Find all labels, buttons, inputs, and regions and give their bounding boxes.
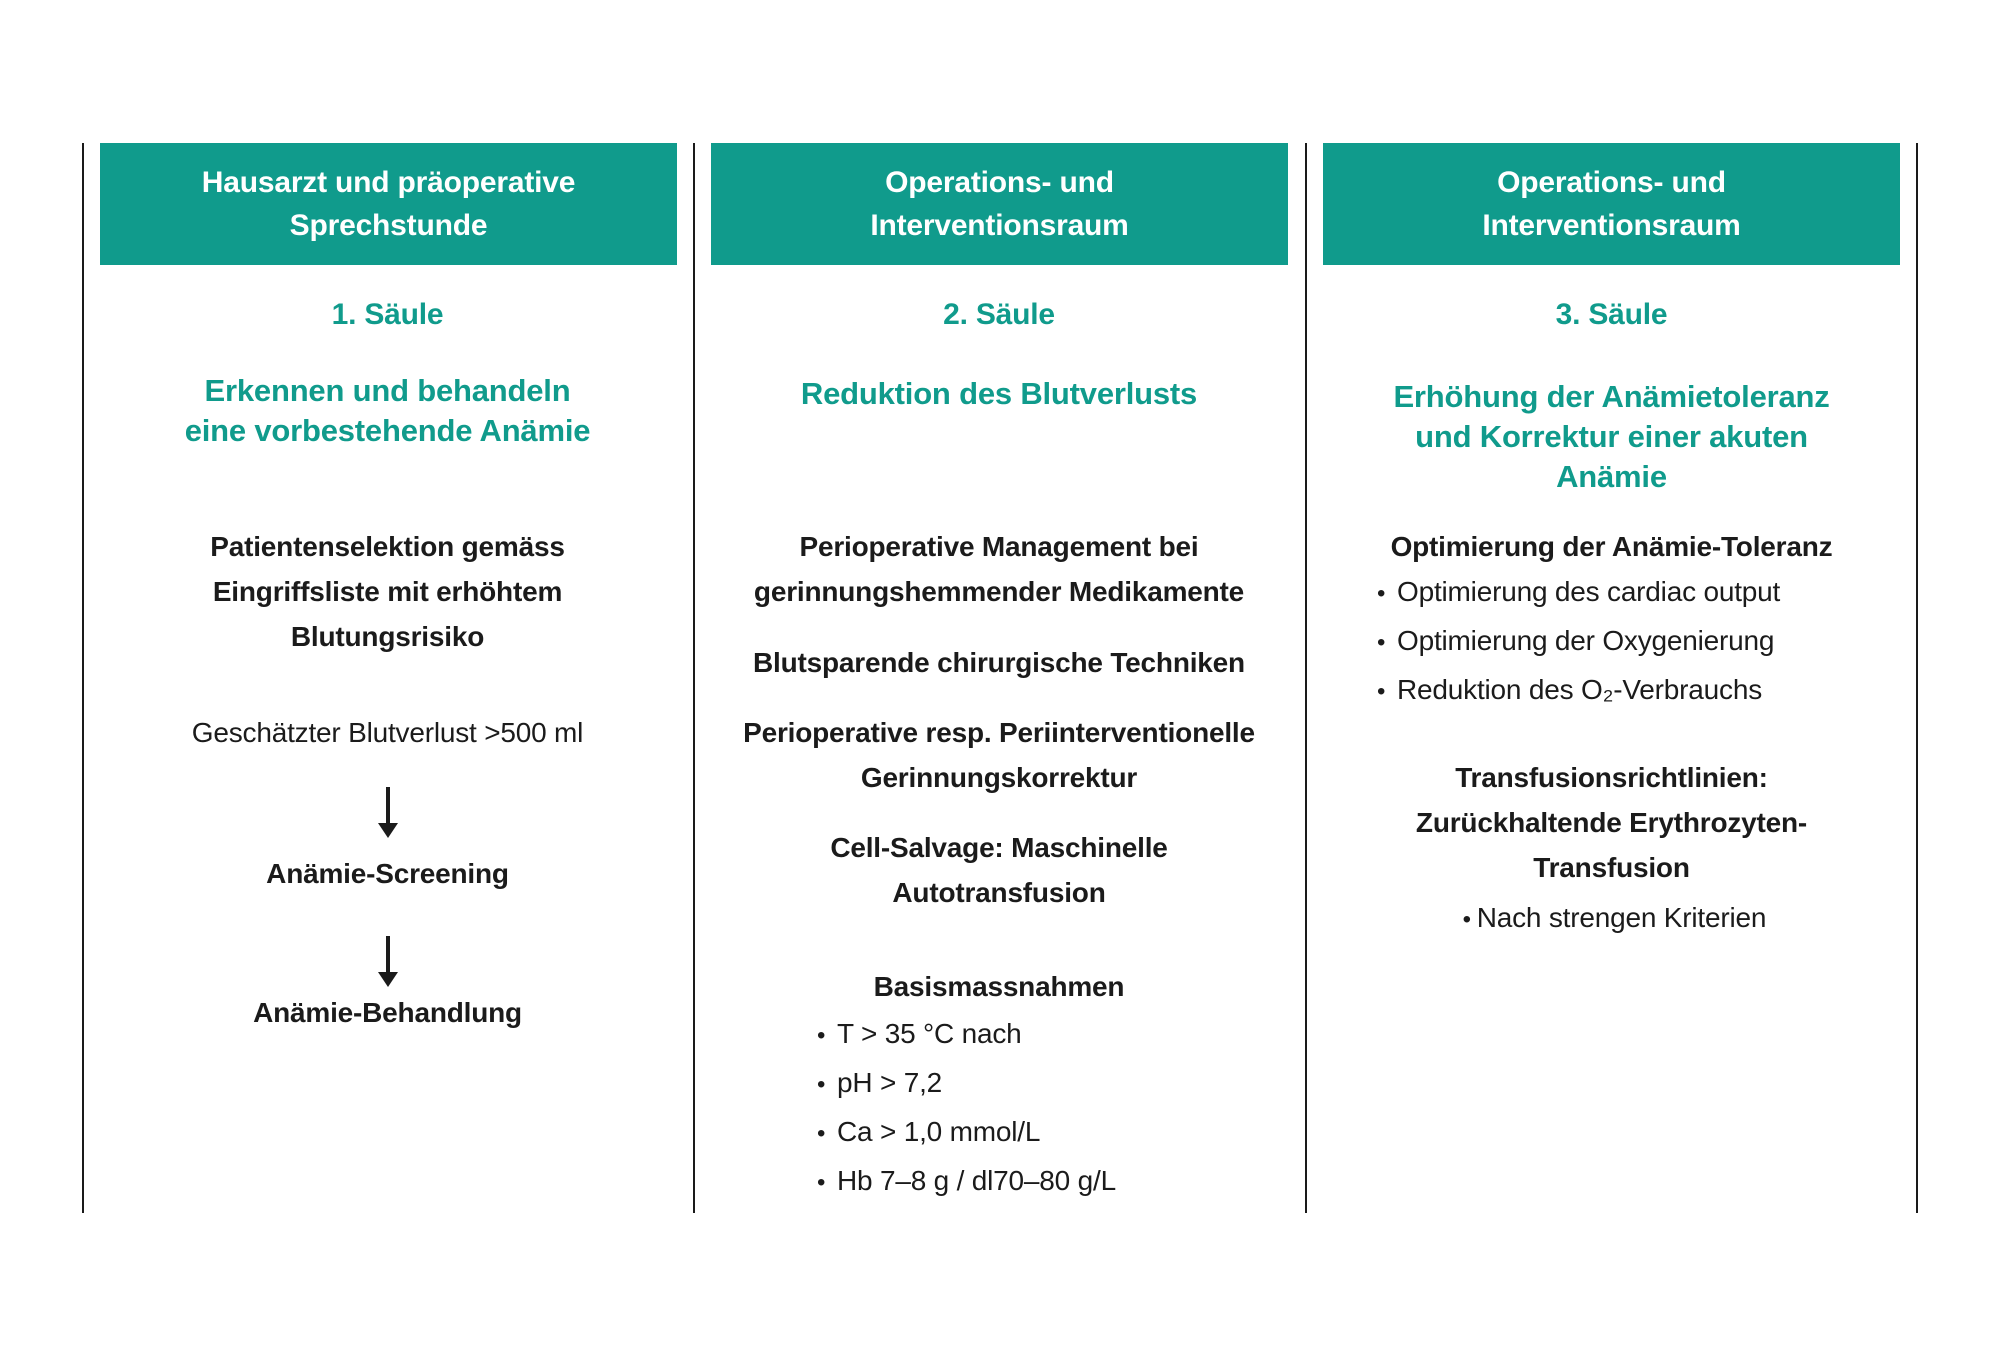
coagulation-correction-text — [695, 710, 1303, 800]
anemia-tolerance-list — [1377, 568, 1780, 715]
coagulation-correction-line2: Gerinnungskorrektur — [860, 762, 1138, 793]
bullet-item-calcium: • Ca > 1,0 mmol/L — [817, 1108, 1116, 1157]
bullet-item-oxygenation: • Optimierung der Oxygenierung — [1377, 617, 1780, 666]
pillar-1-column — [84, 0, 691, 1359]
anticoagulant-management-line1: Perioperative Management bei — [799, 531, 1199, 562]
down-arrow-icon — [377, 936, 399, 987]
pillar-3-column — [1307, 0, 1916, 1359]
coagulation-correction-line1: Perioperative resp. Periinterventionelle — [743, 717, 1255, 748]
anemia-treatment-step: Anämie-Behandlung — [253, 997, 522, 1028]
pillar-2-subtitle — [695, 374, 1303, 414]
bullet-item-strict-criteria: • Nach strengen Kriterien — [1307, 895, 1916, 942]
bullet-item-o2-consumption: • Reduktion des O₂-Verbrauchs — [1377, 666, 1780, 715]
cell-salvage-line2: Autotransfusion — [892, 877, 1106, 908]
pillar-2-subtitle-line1: Reduktion des Blutverlusts — [800, 376, 1198, 411]
anticoagulant-management-line2: gerinnungshemmender Medikamente — [753, 576, 1245, 607]
pillar-1-label: 1. Säule — [331, 298, 444, 331]
patient-selection-line3: Blutungsrisiko — [290, 621, 485, 652]
anemia-screening-step: Anämie-Screening — [266, 858, 509, 889]
transfusion-guidelines-text — [1307, 755, 1916, 890]
patient-selection-line2: Eingriffsliste mit erhöhtem — [212, 576, 563, 607]
basic-measures-list — [817, 1010, 1116, 1206]
patient-selection-text — [84, 524, 691, 659]
anemia-tolerance-title: Optimierung der Anämie-Toleranz — [1390, 531, 1833, 562]
pillar-1-header-line2: Sprechstunde — [289, 209, 488, 242]
pillar-3-header-line2: Interventionsraum — [1482, 209, 1741, 242]
transfusion-guidelines-line3: Transfusion — [1533, 852, 1690, 883]
down-arrow-icon — [377, 787, 399, 838]
down-arrow-head — [378, 823, 398, 838]
pillar-1-header — [100, 143, 677, 265]
bullet-item-hemoglobin: • Hb 7–8 g / dl70–80 g/L — [817, 1157, 1116, 1206]
pillar-1-subtitle — [84, 371, 691, 451]
pillar-3-subtitle — [1307, 377, 1916, 497]
blood-loss-note: Geschätzter Blutverlust >500 ml — [191, 717, 584, 748]
bullet-item-temperature: • T > 35 °C nach — [817, 1010, 1116, 1059]
pillar-3-subtitle-line1: Erhöhung der Anämietoleranz — [1393, 379, 1830, 414]
pillar-2-header — [711, 143, 1288, 265]
column-border-right — [1916, 143, 1918, 1213]
anticoagulant-management-text — [695, 524, 1303, 614]
pillar-2-header-line1: Operations- und — [885, 166, 1114, 199]
pillar-1-header-line1: Hausarzt und präoperative — [201, 166, 576, 199]
transfusion-guidelines-line1: Transfusionsrichtlinien: — [1455, 762, 1768, 793]
pillar-3-header-line1: Operations- und — [1497, 166, 1726, 199]
down-arrow-head — [378, 972, 398, 987]
pillar-2-label: 2. Säule — [943, 298, 1055, 331]
pillar-2-header-line2: Interventionsraum — [870, 209, 1129, 242]
down-arrow-shaft — [386, 787, 390, 823]
blood-sparing-techniques-text: Blutsparende chirurgische Techniken — [753, 647, 1245, 678]
pillar-3-header — [1323, 143, 1900, 265]
cell-salvage-text — [695, 825, 1303, 915]
pillar-1-subtitle-line1: Erkennen und behandeln — [204, 373, 571, 408]
pillar-2-column — [695, 0, 1303, 1359]
pillar-1-subtitle-line2: eine vorbestehende Anämie — [184, 413, 591, 448]
bullet-item-ph: • pH > 7,2 — [817, 1059, 1116, 1108]
pillar-3-label: 3. Säule — [1555, 298, 1668, 331]
bullet-item-cardiac-output: • Optimierung des cardiac output — [1377, 568, 1780, 617]
down-arrow-shaft — [386, 936, 390, 972]
patient-selection-line1: Patientenselektion gemäss — [210, 531, 565, 562]
pillar-3-subtitle-line2: und Korrektur einer akuten — [1415, 419, 1808, 454]
basic-measures-title: Basismassnahmen — [873, 971, 1125, 1002]
transfusion-guidelines-line2: Zurückhaltende Erythrozyten- — [1415, 807, 1808, 838]
pillar-3-subtitle-line3: Anämie — [1556, 459, 1667, 494]
cell-salvage-line1: Cell-Salvage: Maschinelle — [830, 832, 1168, 863]
